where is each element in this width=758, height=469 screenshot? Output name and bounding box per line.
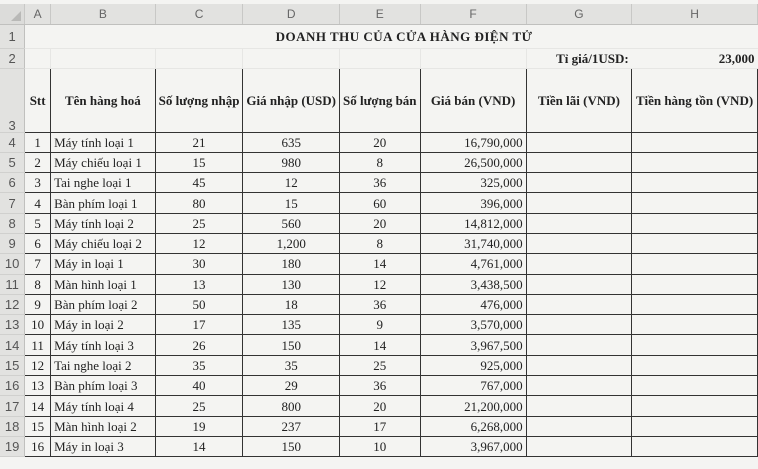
cell-qty-sold[interactable]: 8 xyxy=(340,233,421,253)
cell-qty-in[interactable]: 21 xyxy=(155,132,243,152)
row-header[interactable]: 8 xyxy=(0,213,25,233)
cell-qty-in[interactable]: 45 xyxy=(155,173,243,193)
row-header[interactable]: 1 xyxy=(0,24,25,48)
cell-price-sell[interactable]: 476,000 xyxy=(420,294,526,314)
cell-price-sell[interactable]: 925,000 xyxy=(420,355,526,375)
cell-qty-sold[interactable]: 9 xyxy=(340,315,421,335)
cell-qty-sold[interactable]: 10 xyxy=(340,436,421,456)
cell-price-in[interactable]: 635 xyxy=(243,132,340,152)
header-price-sell[interactable]: Giá bán (VND) xyxy=(420,68,526,132)
cell-product-name[interactable]: Máy tính loại 1 xyxy=(51,132,156,152)
cell-stock-value[interactable] xyxy=(632,233,758,253)
table-row xyxy=(0,436,758,456)
cell-qty-in[interactable]: 19 xyxy=(155,416,243,436)
cell-product-name[interactable]: Bàn phím loại 1 xyxy=(51,193,156,213)
worksheet-grid xyxy=(0,4,758,457)
table-row xyxy=(0,193,758,213)
column-header-row xyxy=(0,4,758,24)
row-header[interactable]: 15 xyxy=(0,355,25,375)
header-stt[interactable]: Stt xyxy=(25,68,51,132)
cell-qty-in[interactable]: 12 xyxy=(155,233,243,253)
cell-price-sell[interactable]: 396,000 xyxy=(420,193,526,213)
exchange-rate-label[interactable]: Tỉ giá/1USD: xyxy=(526,48,632,68)
table-row xyxy=(0,396,758,416)
column-header-d[interactable]: D xyxy=(243,4,340,24)
cell-price-in[interactable]: 12 xyxy=(243,173,340,193)
cell-price-in[interactable]: 135 xyxy=(243,315,340,335)
cell-stt[interactable]: 6 xyxy=(25,233,51,253)
row-header[interactable]: 10 xyxy=(0,254,25,274)
cell-qty-sold[interactable]: 14 xyxy=(340,254,421,274)
row-header[interactable]: 12 xyxy=(0,294,25,314)
cell-stock-value[interactable] xyxy=(632,294,758,314)
header-qty-in[interactable]: Số lượng nhập xyxy=(155,68,243,132)
cell-stock-value[interactable] xyxy=(632,274,758,294)
cell-stock-value[interactable] xyxy=(632,315,758,335)
cell-qty-sold[interactable]: 20 xyxy=(340,396,421,416)
column-header-h[interactable]: H xyxy=(632,4,758,24)
cell-profit[interactable] xyxy=(526,173,632,193)
cell-price-in[interactable]: 35 xyxy=(243,355,340,375)
cell-stt[interactable]: 3 xyxy=(25,173,51,193)
table-row xyxy=(0,254,758,274)
cell-price-in[interactable]: 29 xyxy=(243,376,340,396)
cell-qty-sold[interactable]: 20 xyxy=(340,132,421,152)
cell-stock-value[interactable] xyxy=(632,152,758,172)
cell-price-sell[interactable]: 16,790,000 xyxy=(420,132,526,152)
cell-price-in[interactable]: 800 xyxy=(243,396,340,416)
row-header[interactable]: 11 xyxy=(0,274,25,294)
table-row xyxy=(0,335,758,355)
cell-qty-in[interactable]: 50 xyxy=(155,294,243,314)
sheet-title[interactable]: DOANH THU CỦA CỬA HÀNG ĐIỆN TỬ xyxy=(51,24,758,48)
cell-price-sell[interactable]: 31,740,000 xyxy=(420,233,526,253)
table-row xyxy=(0,416,758,436)
cell-price-sell[interactable]: 3,967,500 xyxy=(420,335,526,355)
cell-qty-in[interactable]: 26 xyxy=(155,335,243,355)
cell-qty-sold[interactable]: 20 xyxy=(340,213,421,233)
table-row xyxy=(0,355,758,375)
cell-price-sell[interactable]: 3,438,500 xyxy=(420,274,526,294)
cell-stt[interactable]: 16 xyxy=(25,436,51,456)
cell-qty-sold[interactable]: 36 xyxy=(340,376,421,396)
cell-b2[interactable] xyxy=(51,48,156,68)
exchange-rate-value[interactable]: 23,000 xyxy=(632,48,758,68)
row-header[interactable]: 14 xyxy=(0,335,25,355)
row-header[interactable]: 7 xyxy=(0,193,25,213)
cell-profit[interactable] xyxy=(526,152,632,172)
column-header-e[interactable]: E xyxy=(340,4,421,24)
column-header-b[interactable]: B xyxy=(51,4,156,24)
cell-product-name[interactable]: Máy tính loại 4 xyxy=(51,396,156,416)
cell-c2[interactable] xyxy=(155,48,243,68)
cell-qty-sold[interactable]: 17 xyxy=(340,416,421,436)
cell-product-name[interactable]: Tai nghe loại 1 xyxy=(51,173,156,193)
cell-price-sell[interactable]: 767,000 xyxy=(420,376,526,396)
column-header-f[interactable]: F xyxy=(420,4,526,24)
cell-price-in[interactable]: 18 xyxy=(243,294,340,314)
cell-profit[interactable] xyxy=(526,416,632,436)
cell-qty-sold[interactable]: 8 xyxy=(340,152,421,172)
cell-a1[interactable] xyxy=(25,24,51,48)
cell-profit[interactable] xyxy=(526,355,632,375)
cell-qty-in[interactable]: 80 xyxy=(155,193,243,213)
cell-profit[interactable] xyxy=(526,294,632,314)
cell-price-in[interactable]: 150 xyxy=(243,436,340,456)
cell-price-in[interactable]: 237 xyxy=(243,416,340,436)
row-header[interactable]: 3 xyxy=(0,68,25,132)
cell-stt[interactable]: 13 xyxy=(25,376,51,396)
cell-stock-value[interactable] xyxy=(632,335,758,355)
cell-stt[interactable]: 14 xyxy=(25,396,51,416)
cell-f2[interactable] xyxy=(420,48,526,68)
cell-profit[interactable] xyxy=(526,233,632,253)
cell-profit[interactable] xyxy=(526,213,632,233)
cell-qty-in[interactable]: 30 xyxy=(155,254,243,274)
cell-product-name[interactable]: Màn hình loại 2 xyxy=(51,416,156,436)
cell-stt[interactable]: 1 xyxy=(25,132,51,152)
cell-price-in[interactable]: 150 xyxy=(243,335,340,355)
header-profit[interactable]: Tiền lãi (VND) xyxy=(526,68,632,132)
cell-stock-value[interactable] xyxy=(632,396,758,416)
cell-price-in[interactable]: 180 xyxy=(243,254,340,274)
cell-stt[interactable]: 5 xyxy=(25,213,51,233)
cell-stock-value[interactable] xyxy=(632,416,758,436)
cell-product-name[interactable]: Máy in loại 3 xyxy=(51,436,156,456)
cell-stt[interactable]: 8 xyxy=(25,274,51,294)
column-header-g[interactable]: G xyxy=(526,4,632,24)
cell-stt[interactable]: 12 xyxy=(25,355,51,375)
cell-profit[interactable] xyxy=(526,335,632,355)
row-header[interactable]: 5 xyxy=(0,152,25,172)
cell-qty-sold[interactable]: 25 xyxy=(340,355,421,375)
cell-stt[interactable]: 15 xyxy=(25,416,51,436)
row-header[interactable]: 19 xyxy=(0,436,25,456)
cell-product-name[interactable]: Máy chiếu loại 2 xyxy=(51,233,156,253)
cell-stock-value[interactable] xyxy=(632,355,758,375)
cell-price-sell[interactable]: 3,570,000 xyxy=(420,315,526,335)
cell-product-name[interactable]: Máy in loại 2 xyxy=(51,315,156,335)
cell-price-in[interactable]: 560 xyxy=(243,213,340,233)
cell-product-name[interactable]: Máy tính loại 2 xyxy=(51,213,156,233)
table-row xyxy=(0,274,758,294)
cell-qty-sold[interactable]: 36 xyxy=(340,173,421,193)
cell-profit[interactable] xyxy=(526,396,632,416)
cell-stock-value[interactable] xyxy=(632,132,758,152)
cell-qty-in[interactable]: 35 xyxy=(155,355,243,375)
cell-stt[interactable]: 10 xyxy=(25,315,51,335)
cell-stt[interactable]: 7 xyxy=(25,254,51,274)
cell-product-name[interactable]: Bàn phím loại 3 xyxy=(51,376,156,396)
table-row xyxy=(0,233,758,253)
row-header[interactable]: 4 xyxy=(0,132,25,152)
cell-product-name[interactable]: Máy chiếu loại 1 xyxy=(51,152,156,172)
cell-qty-in[interactable]: 25 xyxy=(155,396,243,416)
cell-product-name[interactable]: Tai nghe loại 2 xyxy=(51,355,156,375)
cell-product-name[interactable]: Máy tính loại 3 xyxy=(51,335,156,355)
row-header[interactable]: 2 xyxy=(0,48,25,68)
cell-profit[interactable] xyxy=(526,193,632,213)
cell-stock-value[interactable] xyxy=(632,436,758,456)
cell-qty-sold[interactable]: 60 xyxy=(340,193,421,213)
cell-qty-in[interactable]: 25 xyxy=(155,213,243,233)
cell-price-sell[interactable]: 21,200,000 xyxy=(420,396,526,416)
cell-profit[interactable] xyxy=(526,274,632,294)
cell-stock-value[interactable] xyxy=(632,213,758,233)
header-product-name[interactable]: Tên hàng hoá xyxy=(51,68,156,132)
cell-stock-value[interactable] xyxy=(632,173,758,193)
cell-price-sell[interactable]: 325,000 xyxy=(420,173,526,193)
cell-stock-value[interactable] xyxy=(632,193,758,213)
table-row xyxy=(0,294,758,314)
cell-profit[interactable] xyxy=(526,132,632,152)
header-qty-sold[interactable]: Số lượng bán xyxy=(340,68,421,132)
cell-a2[interactable] xyxy=(25,48,51,68)
cell-price-sell[interactable]: 14,812,000 xyxy=(420,213,526,233)
column-header-a[interactable]: A xyxy=(25,4,51,24)
table-row xyxy=(0,213,758,233)
cell-price-in[interactable]: 1,200 xyxy=(243,233,340,253)
cell-price-sell[interactable]: 6,268,000 xyxy=(420,416,526,436)
cell-price-in[interactable]: 15 xyxy=(243,193,340,213)
rate-row xyxy=(0,48,758,68)
table-row xyxy=(0,376,758,396)
row-header[interactable]: 13 xyxy=(0,315,25,335)
row-header[interactable]: 17 xyxy=(0,396,25,416)
cell-qty-in[interactable]: 40 xyxy=(155,376,243,396)
column-header-c[interactable]: C xyxy=(155,4,243,24)
cell-qty-sold[interactable]: 12 xyxy=(340,274,421,294)
cell-qty-in[interactable]: 17 xyxy=(155,315,243,335)
cell-stt[interactable]: 9 xyxy=(25,294,51,314)
header-row xyxy=(0,68,758,132)
cell-price-sell[interactable]: 4,761,000 xyxy=(420,254,526,274)
cell-price-in[interactable]: 980 xyxy=(243,152,340,172)
cell-stt[interactable]: 4 xyxy=(25,193,51,213)
cell-stock-value[interactable] xyxy=(632,376,758,396)
table-row xyxy=(0,152,758,172)
header-price-in[interactable]: Giá nhập (USD) xyxy=(243,68,340,132)
cell-product-name[interactable]: Máy in loại 1 xyxy=(51,254,156,274)
table-row xyxy=(0,132,758,152)
header-stock-value[interactable]: Tiền hàng tồn (VND) xyxy=(632,68,758,132)
cell-qty-in[interactable]: 15 xyxy=(155,152,243,172)
cell-product-name[interactable]: Bàn phím loại 2 xyxy=(51,294,156,314)
cell-product-name[interactable]: Màn hình loại 1 xyxy=(51,274,156,294)
cell-profit[interactable] xyxy=(526,254,632,274)
row-header[interactable]: 18 xyxy=(0,416,25,436)
table-row xyxy=(0,315,758,335)
cell-price-sell[interactable]: 3,967,000 xyxy=(420,436,526,456)
cell-profit[interactable] xyxy=(526,315,632,335)
cell-qty-in[interactable]: 13 xyxy=(155,274,243,294)
cell-stt[interactable]: 2 xyxy=(25,152,51,172)
cell-stock-value[interactable] xyxy=(632,254,758,274)
cell-e2[interactable] xyxy=(340,48,421,68)
cell-price-in[interactable]: 130 xyxy=(243,274,340,294)
cell-price-sell[interactable]: 26,500,000 xyxy=(420,152,526,172)
cell-qty-sold[interactable]: 14 xyxy=(340,335,421,355)
table-row xyxy=(0,173,758,193)
cell-qty-in[interactable]: 14 xyxy=(155,436,243,456)
cell-stt[interactable]: 11 xyxy=(25,335,51,355)
row-header[interactable]: 6 xyxy=(0,173,25,193)
cell-d2[interactable] xyxy=(243,48,340,68)
row-header[interactable]: 16 xyxy=(0,376,25,396)
select-all-corner[interactable] xyxy=(0,4,25,24)
cell-profit[interactable] xyxy=(526,436,632,456)
cell-qty-sold[interactable]: 36 xyxy=(340,294,421,314)
title-row xyxy=(0,24,758,48)
cell-profit[interactable] xyxy=(526,376,632,396)
row-header[interactable]: 9 xyxy=(0,233,25,253)
